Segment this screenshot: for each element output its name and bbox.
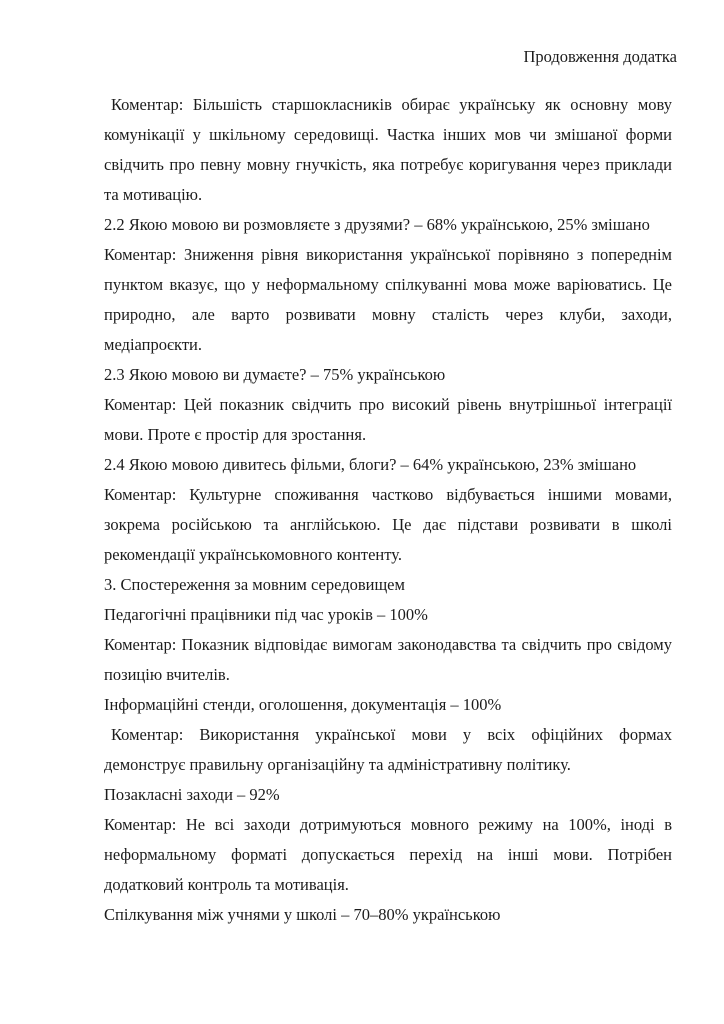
body-paragraph-question-2-4: 2.4 Якою мовою дивитесь фільми, блоги? – 64% українською, 23% змішано [104, 455, 637, 474]
body-paragraph-question-2-3: 2.3 Якою мовою ви думаєте? – 75% українською [104, 365, 446, 384]
body-paragraph-comment-teachers: Коментар: Показник відповідає вимогам законодавства та свідчить про свідому позицію вчителів. [104, 635, 672, 684]
body-paragraph-observation-teachers: Педагогічні працівники під час уроків – 100% [104, 605, 428, 624]
body-paragraph-question-2-2: 2.2 Якою мовою ви розмовляєте з друзями? – 68% українською, 25% змішано [104, 215, 650, 234]
body-paragraph-observation-students: Спілкування між учнями у школі – 70–80% українською [104, 905, 501, 924]
body-paragraph-comment-stands: Коментар: Використання української мови у всіх офіційних формах демонструє правильну організаційну та адміністративну політику. [104, 725, 672, 774]
body-paragraph-comment-2-1: Коментар: Більшість старшокласників обирає українську як основну мову комунікації у шкільному середовищі. Частка інших мов чи змішаної форми свідчить про певну мовну гнучкість, яка потребує коригування через приклади та мотивацію. [104, 95, 672, 204]
page-header: Продовження додатка [523, 47, 677, 66]
body-paragraph-comment-2-2: Коментар: Зниження рівня використання української порівняно з попереднім пунктом вказує, що у неформальному спілкуванні мова може варіюватись. Це природно, але варто розвивати мовну сталість через клуби, заходи, медіапроєкти. [104, 245, 672, 354]
body-paragraph-section-3-heading: 3. Спостереження за мовним середовищем [104, 575, 405, 594]
body-paragraph-observation-events: Позакласні заходи – 92% [104, 785, 280, 804]
body-paragraph-comment-events: Коментар: Не всі заходи дотримуються мовного режиму на 100%, іноді в неформальному форматі допускається перехід на інші мови. Потрібен додатковий контроль та мотивація. [104, 815, 672, 894]
body-paragraph-comment-2-3: Коментар: Цей показник свідчить про високий рівень внутрішньої інтеграції мови. Проте є простір для зростання. [104, 395, 672, 444]
body-paragraph-comment-2-4: Коментар: Культурне споживання частково відбувається іншими мовами, зокрема російською та англійською. Це дає підстави розвивати в школі рекомендації українськомовного контенту. [104, 485, 672, 564]
document-body [104, 90, 672, 930]
body-paragraph-observation-stands: Інформаційні стенди, оголошення, документація – 100% [104, 695, 502, 714]
